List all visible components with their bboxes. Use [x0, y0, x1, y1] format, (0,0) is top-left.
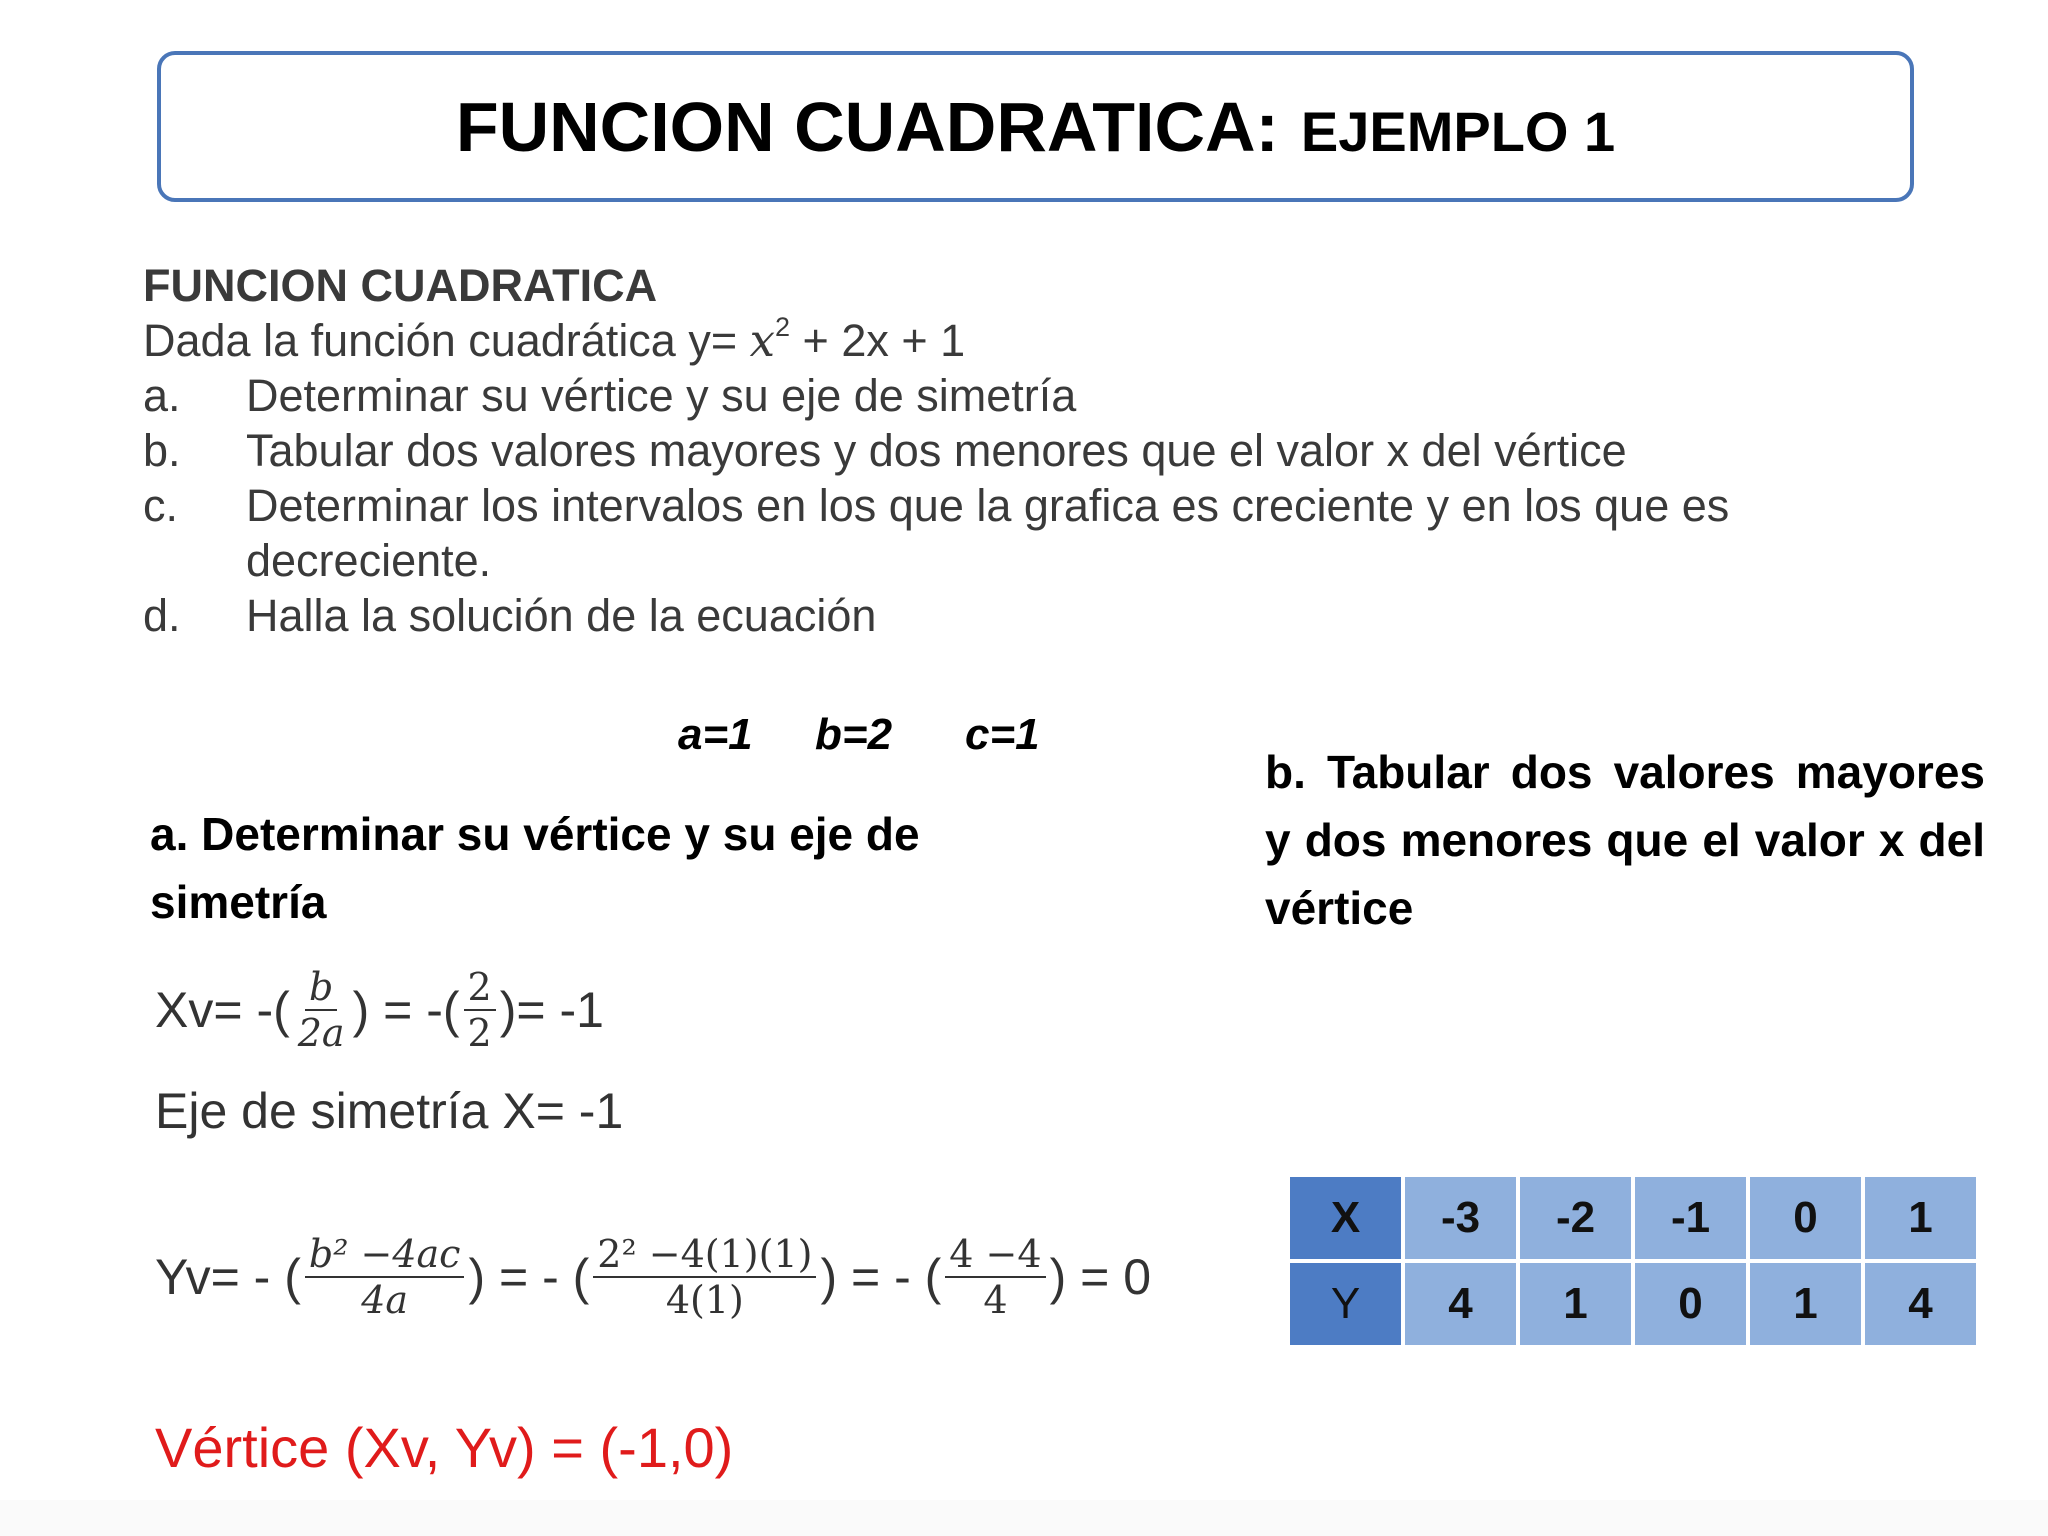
coefficient-a: a=1	[678, 710, 753, 759]
numerator: b² −4ac	[305, 1232, 465, 1278]
item-label: c.	[143, 480, 179, 531]
table-cell: 1	[1865, 1177, 1976, 1259]
yv-prefix: Yv= - (	[155, 1249, 301, 1305]
xv-mid: ) = -(	[352, 982, 460, 1038]
table-cell: -2	[1520, 1177, 1631, 1259]
denominator: 2a	[297, 1011, 345, 1055]
denominator: 4a	[361, 1278, 409, 1322]
xv-equation	[155, 965, 604, 1055]
denominator: 4(1)	[665, 1278, 744, 1322]
yv-mid-1: ) = - (	[468, 1249, 590, 1305]
numerator: 2² −4(1)(1)	[593, 1232, 816, 1278]
title-sub: EJEMPLO 1	[1300, 100, 1616, 163]
numerator: 4 −4	[945, 1232, 1045, 1278]
table-header-y: Y	[1290, 1263, 1401, 1345]
xv-fraction-1	[294, 965, 349, 1055]
table-cell: -1	[1635, 1177, 1746, 1259]
yv-mid-2: ) = - (	[820, 1249, 942, 1305]
xv-fraction-2	[464, 965, 496, 1055]
item-label: d.	[143, 590, 181, 641]
item-text: Tabular dos valores mayores y dos menores que el valor x del vértice	[246, 425, 1627, 476]
yv-fraction-2	[593, 1232, 816, 1322]
table-header-x: X	[1290, 1177, 1401, 1259]
table-cell: 1	[1750, 1263, 1861, 1345]
item-label: b.	[143, 425, 181, 476]
yv-result: ) = 0	[1049, 1249, 1152, 1305]
table-cell: 4	[1865, 1263, 1976, 1345]
yv-equation	[155, 1232, 1151, 1322]
item-label: a.	[143, 370, 181, 421]
bottom-shade	[0, 1500, 2048, 1536]
intro-exponent: 2	[775, 311, 791, 342]
problem-item	[143, 423, 1973, 478]
table-cell: 0	[1750, 1177, 1861, 1259]
symmetry-axis: Eje de simetría X= -1	[155, 1083, 624, 1139]
vertex-result: Vértice (Xv, Yv) = (-1,0)	[155, 1416, 734, 1479]
problem-heading: FUNCION CUADRATICA	[143, 260, 658, 311]
coefficient-c: c=1	[965, 710, 1040, 759]
denominator: 2	[467, 1011, 492, 1055]
coefficient-b: b=2	[815, 710, 893, 759]
problem-item	[143, 478, 1973, 588]
table-row-x	[1290, 1177, 1976, 1259]
intro-var: x	[749, 314, 776, 367]
yv-fraction-1	[305, 1232, 465, 1322]
xv-prefix: Xv= -(	[155, 982, 290, 1038]
table-cell: 0	[1635, 1263, 1746, 1345]
section-b-heading: b. Tabular dos valores mayores y dos menores que el valor x del vértice	[1265, 746, 1985, 934]
item-text: Determinar los intervalos en los que la grafica es creciente y en los que es decreciente.	[246, 480, 1730, 586]
yv-fraction-3	[945, 1232, 1045, 1322]
problem-item	[143, 368, 1973, 423]
xv-result: )= -1	[499, 982, 604, 1038]
table-cell: 1	[1520, 1263, 1631, 1345]
title-main: FUNCION CUADRATICA:	[455, 87, 1279, 166]
value-table	[1286, 1173, 1980, 1349]
problem-intro	[143, 313, 1973, 368]
intro-rest: + 2x + 1	[790, 315, 966, 366]
problem-item	[143, 588, 1973, 643]
numerator: b	[305, 965, 337, 1011]
denominator: 4	[983, 1278, 1008, 1322]
table-cell: -3	[1405, 1177, 1516, 1259]
item-text: Halla la solución de la ecuación	[246, 590, 877, 641]
section-a-heading: a. Determinar su vértice y su eje de simetría	[150, 808, 920, 928]
problem-statement	[143, 258, 1973, 643]
table-row-y	[1290, 1263, 1976, 1345]
title-box	[157, 51, 1914, 202]
numerator: 2	[464, 965, 496, 1011]
table-cell: 4	[1405, 1263, 1516, 1345]
item-text: Determinar su vértice y su eje de simetría	[246, 370, 1077, 421]
intro-text: Dada la función cuadrática y=	[143, 315, 750, 366]
